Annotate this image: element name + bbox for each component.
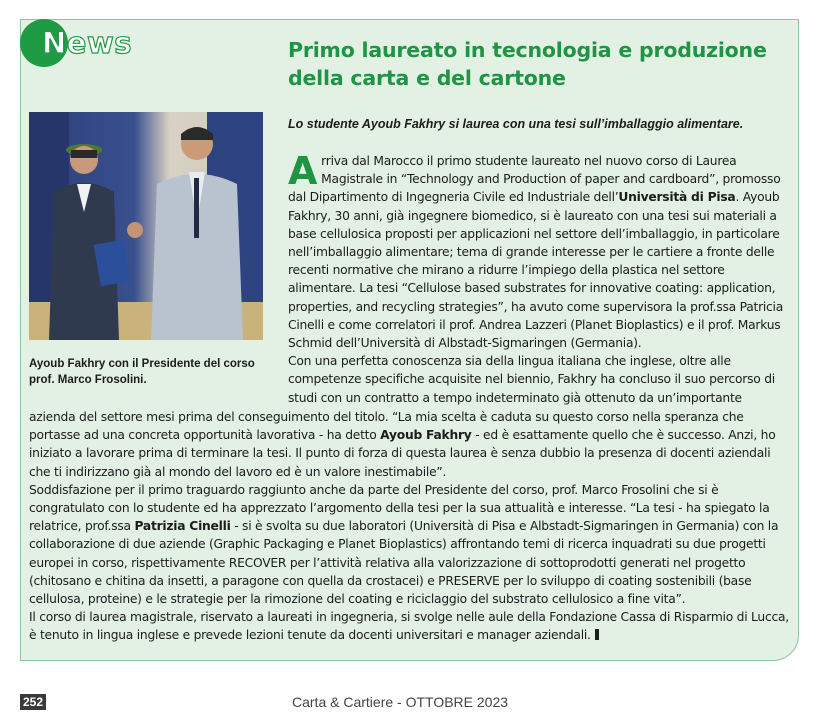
article-subtitle: Lo studente Ayoub Fakhry si laurea con una tesi sull’imballaggio alimentare. [288, 117, 744, 131]
paragraph-2-text: azienda del settore mesi prima del conseguimento del titolo. “La mia scelta è caduta su questo corso nella speranza che portasse ad una concreta opportunità lavorativa - ha detto [29, 410, 744, 443]
article-body-full [29, 408, 793, 645]
page-number: 252 [20, 694, 46, 710]
section-label: News [42, 26, 132, 60]
photo-caption: Ayoub Fakhry con il Presidente del corso prof. Marco Frosolini. [29, 358, 255, 386]
paragraph-1-text-end: . Ayoub Fakhry, 30 anni, già ingegnere biomedico, si è laureato con una tesi sui materiali a base cellulosica proposti per applicazioni nel settore dell’imballaggio, in particolare nell’imballaggio alimentare; tema di grande interesse per le cartiere a fronte delle recenti normative che mirano a ridurre l’impiego della plastica nel settore alimentare. La tesi “Cellulose based substrates for innovative coating: application, properties, and recycling strategies”, ha avuto come supervisora la prof.ssa Patricia Cinelli e come correlatori il prof. Andrea Lazzeri (Planet Bioplastics) e il prof. Markus Schmid dell’Università di Albstadt-Sigmaringen (Germania). [288, 190, 784, 351]
article-body-column [288, 149, 792, 407]
graduation-photo-image [29, 112, 263, 340]
end-of-article-mark [595, 629, 599, 640]
paragraph-1-text: rriva dal Marocco il primo studente laureato nel nuovo corso di Laurea Magistrale in “Technology and Production of paper and cardboard”, promosso dal Dipartimento di Ingegneria Civile ed Industriale dell’ [288, 154, 781, 205]
paragraph-4-text: Il corso di laurea magistrale, riservato a laureati in ingegneria, si svolge nelle aule della Fondazione Cassa di Risparmio di Lucca, è tenuto in lingua inglese e prevede lezioni tenute da docenti universitari e manager aziendali. [29, 610, 789, 643]
paragraph-2-text-end: - ed è esattamente quello che è successo. Anzi, ho iniziato a lavorare prima di terminare la tesi. Il punto di forza di questa laurea è senza dubbio la presenza di docenti aziendali che ti indirizzano già al mondo del lavoro ed è un valore inestimabile”. [29, 428, 776, 479]
paragraph-3-bold: Patrizia Cinelli [134, 519, 231, 534]
article-headline: Primo laureato in tecnologia e produzione della carta e del cartone [288, 38, 767, 90]
dropcap-letter: A [288, 149, 318, 193]
paragraph-2-text-column: Con una perfetta conoscenza sia della lingua italiana che inglese, oltre alle competenze specifiche acquisite nel biennio, Fakhry ha concluso il suo percorso di studi con un contratto a tempo indeterminato già ottenuto da un’importante [288, 354, 775, 405]
paragraph-3-text-end: - si è svolta su due laboratori (Università di Pisa e Albstadt-Sigmaringen in Germania) con la collaborazione di due aziende (Graphic Packaging e Planet Bioplastics) affrontando temi di ricerca inquadrati su due progetti europei in corso, rispettivamente RECOVER per l’attività relativa alla valorizzazione di sottoprodotti generati nel progetto (chitosano e chitina da insetti, a paragone con quella da crostacei) e PRESERVE per lo sviluppo di coating sostenibili (base cellulosa, proteine) e le strategie per la rimozione del coating e riciclaggio del substrato cellulosico a fine vita”. [29, 519, 779, 607]
article-photo [29, 112, 263, 340]
paragraph-1-bold: Università di Pisa [618, 190, 736, 205]
paragraph-3-text: Soddisfazione per il primo traguardo raggiunto anche da parte del Presidente del corso, prof. Marco Frosolini che si è congratulato con lo studente ed ha apprezzato l’argomento della tesi per la sua attualità e interesse. “La tesi - ha spiegato la relatrice, prof.ssa [29, 482, 770, 534]
paragraph-2-bold: Ayoub Fakhry [380, 428, 472, 443]
publication-footer: Carta & Cartiere - OTTOBRE 2023 [292, 694, 509, 710]
